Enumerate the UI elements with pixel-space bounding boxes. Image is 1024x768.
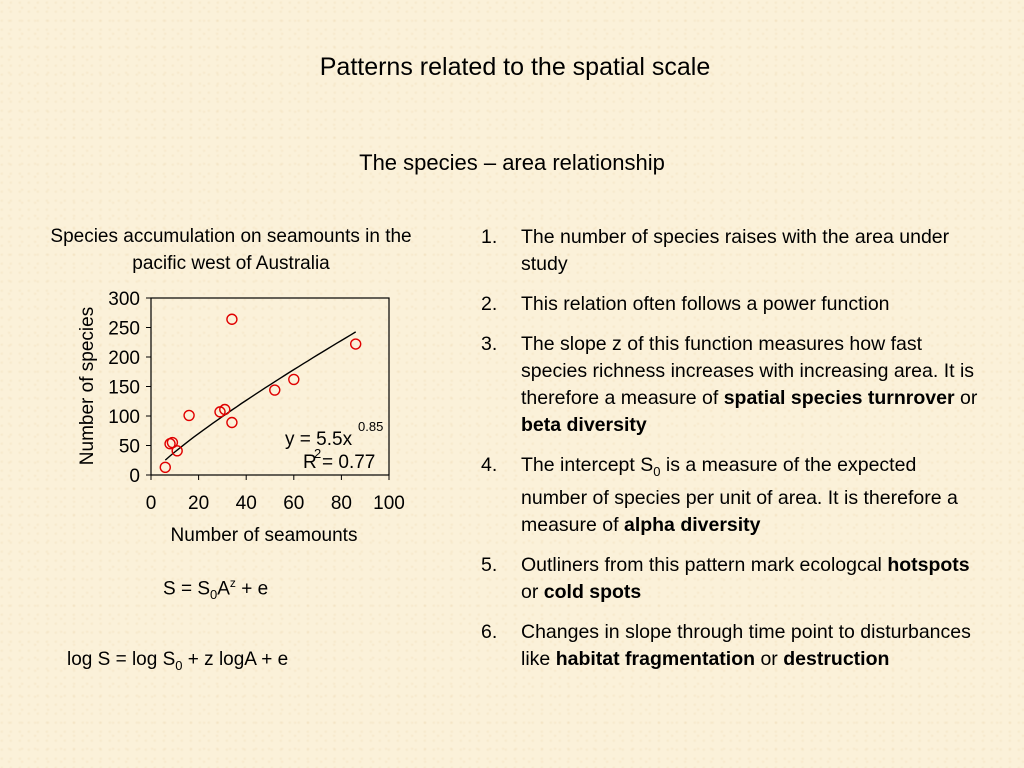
y-tick-label: 50 <box>118 436 140 458</box>
r-squared-label: R <box>303 452 317 473</box>
trendline-equation: y = 5.5x <box>285 429 353 450</box>
y-tick-label: 250 <box>108 318 140 340</box>
chart-caption: Species accumulation on seamounts in the pacific west of Australia <box>50 226 412 274</box>
slide-title: Patterns related to the spatial scale <box>319 53 711 81</box>
list-item-text: This relation often follows a power function <box>521 293 890 315</box>
emphasis-text: cold spots <box>543 580 642 603</box>
formula-subscript: 0 <box>175 657 183 673</box>
y-axis-label: Number of species <box>77 306 98 466</box>
x-axis-label: Number of seamounts <box>170 525 358 546</box>
list-item-number: 6. <box>481 620 498 643</box>
data-point <box>270 385 280 395</box>
list-item-text: or <box>954 387 978 409</box>
list-item <box>481 619 981 673</box>
list-item-text: The intercept S <box>521 454 654 476</box>
list-item-number: 3. <box>481 333 498 355</box>
list-item-text: or <box>755 647 784 670</box>
list-item-text: or <box>521 580 544 603</box>
list-item-number: 2. <box>481 293 498 315</box>
r-squared-value: = 0.77 <box>322 452 376 473</box>
key-points-list <box>481 224 981 686</box>
list-item <box>481 224 981 278</box>
list-item-text: Changes in slope through time point to disturbances like <box>521 620 971 670</box>
list-item-text: Outliners from this pattern mark ecologcal <box>521 553 888 576</box>
emphasis-text: hotspots <box>887 553 970 576</box>
plot-area <box>151 298 389 475</box>
x-tick-label: 0 <box>145 493 157 514</box>
y-tick-label: 300 <box>108 289 140 310</box>
list-item-text: 0 <box>653 463 661 479</box>
emphasis-text: beta diversity <box>521 414 647 436</box>
data-point <box>289 374 299 384</box>
log-formula <box>67 649 288 673</box>
list-item-number: 4. <box>481 454 498 476</box>
formula-part: + z logA + e <box>182 649 289 670</box>
slide-subtitle: The species – area relationship <box>359 150 665 175</box>
formula-part: + e <box>235 578 269 600</box>
emphasis-text: alpha diversity <box>623 513 761 536</box>
emphasis-text: spatial species turnrover <box>723 387 955 409</box>
x-tick-label: 40 <box>235 493 257 514</box>
list-item-number: 1. <box>481 226 498 248</box>
data-point <box>351 339 361 349</box>
x-tick-label: 100 <box>373 493 405 514</box>
x-tick-label: 20 <box>188 493 210 514</box>
y-tick-label: 150 <box>108 377 140 399</box>
y-tick-label: 0 <box>129 466 140 487</box>
formula-part: log S = log S <box>67 649 176 670</box>
x-tick-label: 80 <box>330 493 352 514</box>
list-item <box>481 552 981 606</box>
data-point <box>184 410 194 420</box>
y-tick-label: 100 <box>108 407 140 428</box>
emphasis-text: destruction <box>783 647 890 670</box>
list-item-text: The number of species raises with the area under study <box>521 226 950 275</box>
formula-part: A <box>217 578 230 600</box>
data-point <box>227 417 237 427</box>
trendline-exponent: 0.85 <box>358 419 384 434</box>
data-point <box>227 314 237 324</box>
list-item-text: is a measure of the expected number of species per unit of area. It is therefore a measure of <box>521 454 958 536</box>
emphasis-text: habitat fragmentation <box>555 647 756 670</box>
x-tick-label: 60 <box>283 493 305 514</box>
y-tick-label: 200 <box>108 348 140 369</box>
formula-part: S = S <box>163 578 210 600</box>
r-squared-superscript: 2 <box>314 446 322 461</box>
list-item <box>481 331 981 439</box>
formula-superscript: z <box>229 576 236 590</box>
list-item-number: 5. <box>481 553 498 576</box>
list-item-text: The slope z of this function measures how fast species richness increases with increasing area. It is therefore a measure of <box>521 333 975 409</box>
list-item <box>481 291 981 318</box>
list-item <box>481 452 981 539</box>
power-law-formula <box>163 576 268 602</box>
data-point <box>160 462 170 472</box>
formula-subscript: 0 <box>210 587 218 603</box>
